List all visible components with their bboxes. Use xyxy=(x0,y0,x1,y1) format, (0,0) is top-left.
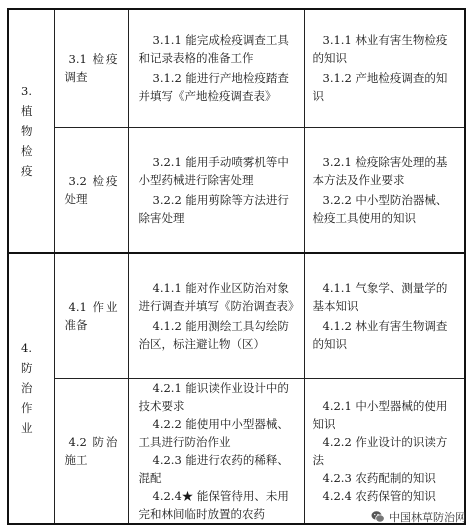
knowledge-item: 3.1.2 产地检疫调查的知识 xyxy=(312,71,448,104)
watermark-text: 中国林草防治网 xyxy=(389,511,466,524)
unit-label-line: 施工 xyxy=(64,452,88,467)
table-row xyxy=(8,253,465,378)
knowledge-item: 4.1.1 气象学、测量学的基本知识 xyxy=(312,280,448,313)
knowledge-cell xyxy=(304,127,465,253)
knowledge-item: 4.2.2 作业设计的识读方法 xyxy=(312,434,448,467)
category-cell xyxy=(8,9,54,253)
skills-cell xyxy=(128,378,304,524)
skill-item: 3.1.1 能完成检疫调查工具和记录表格的准备工作 xyxy=(138,33,289,66)
category-char: 植 xyxy=(21,104,33,118)
category-char: 4. xyxy=(21,341,32,356)
unit-label-line: 3.2 检疫 xyxy=(68,173,118,188)
unit-label-line: 准备 xyxy=(64,317,88,332)
knowledge-item: 4.1.2 林业有害生物调查的知识 xyxy=(312,318,448,351)
unit-cell xyxy=(54,127,128,253)
table-row xyxy=(8,9,465,127)
unit-label-line: 调查 xyxy=(64,70,88,85)
skill-item: 4.1.1 能对作业区防治对象进行调查并填写《防治调查表》 xyxy=(138,280,300,313)
knowledge-item: 4.2.1 中小型器械的使用知识 xyxy=(312,398,448,431)
unit-cell xyxy=(54,378,128,524)
knowledge-item: 4.2.3 农药配制的知识 xyxy=(322,470,436,485)
unit-label-line: 处理 xyxy=(64,191,88,206)
category-char: 检 xyxy=(21,144,33,158)
skill-item: 4.1.2 能用测绘工具勾绘防治区，标注避让物（区） xyxy=(138,318,289,351)
skills-cell xyxy=(128,127,304,253)
skills-cell xyxy=(128,9,304,127)
knowledge-cell xyxy=(304,253,465,378)
table-row xyxy=(8,127,465,253)
knowledge-cell xyxy=(304,378,465,524)
category-char: 3. xyxy=(21,84,32,98)
category-char: 治 xyxy=(21,381,33,396)
skill-item: 4.2.3 能进行农药的稀释、混配 xyxy=(138,452,289,485)
category-char: 物 xyxy=(21,124,33,138)
skill-item: 3.2.2 能用剪除等方法进行除害处理 xyxy=(138,192,289,225)
category-char: 业 xyxy=(21,421,33,436)
knowledge-item: 3.2.2 中小型防治器械、检疫工具使用的知识 xyxy=(312,192,448,225)
unit-cell xyxy=(54,9,128,127)
wechat-icon xyxy=(371,510,385,524)
knowledge-item: 3.1.1 林业有害生物检疫的知识 xyxy=(312,33,448,66)
category-cell xyxy=(8,253,54,524)
watermark xyxy=(371,509,466,525)
table-row xyxy=(8,378,465,524)
unit-label-line: 4.2 防治 xyxy=(68,434,118,449)
category-char: 防 xyxy=(21,361,33,376)
knowledge-item: 4.2.4 农药保管的知识 xyxy=(322,488,436,503)
category-char: 疫 xyxy=(21,164,33,178)
unit-label-line: 3.1 检疫 xyxy=(68,52,118,67)
unit-cell xyxy=(54,253,128,378)
skill-item: 3.2.1 能用手动喷雾机等中小型药械进行除害处理 xyxy=(138,154,289,187)
skills-cell xyxy=(128,253,304,378)
category-char: 作 xyxy=(21,401,33,416)
skills-standard-table xyxy=(7,8,466,525)
skill-item: 4.2.2 能使用中小型器械、工具进行防治作业 xyxy=(138,416,289,449)
unit-label-line: 4.1 作业 xyxy=(68,299,118,314)
skill-item: 4.2.4★ 能保管待用、未用完和林间临时放置的农药 xyxy=(138,488,289,521)
skill-item: 3.1.2 能进行产地检疫踏查并填写《产地检疫调查表》 xyxy=(138,71,289,104)
knowledge-item: 3.2.1 检疫除害处理的基本方法及作业要求 xyxy=(312,154,448,187)
skill-item: 4.2.1 能识读作业设计中的技术要求 xyxy=(138,380,289,413)
knowledge-cell xyxy=(304,9,465,127)
